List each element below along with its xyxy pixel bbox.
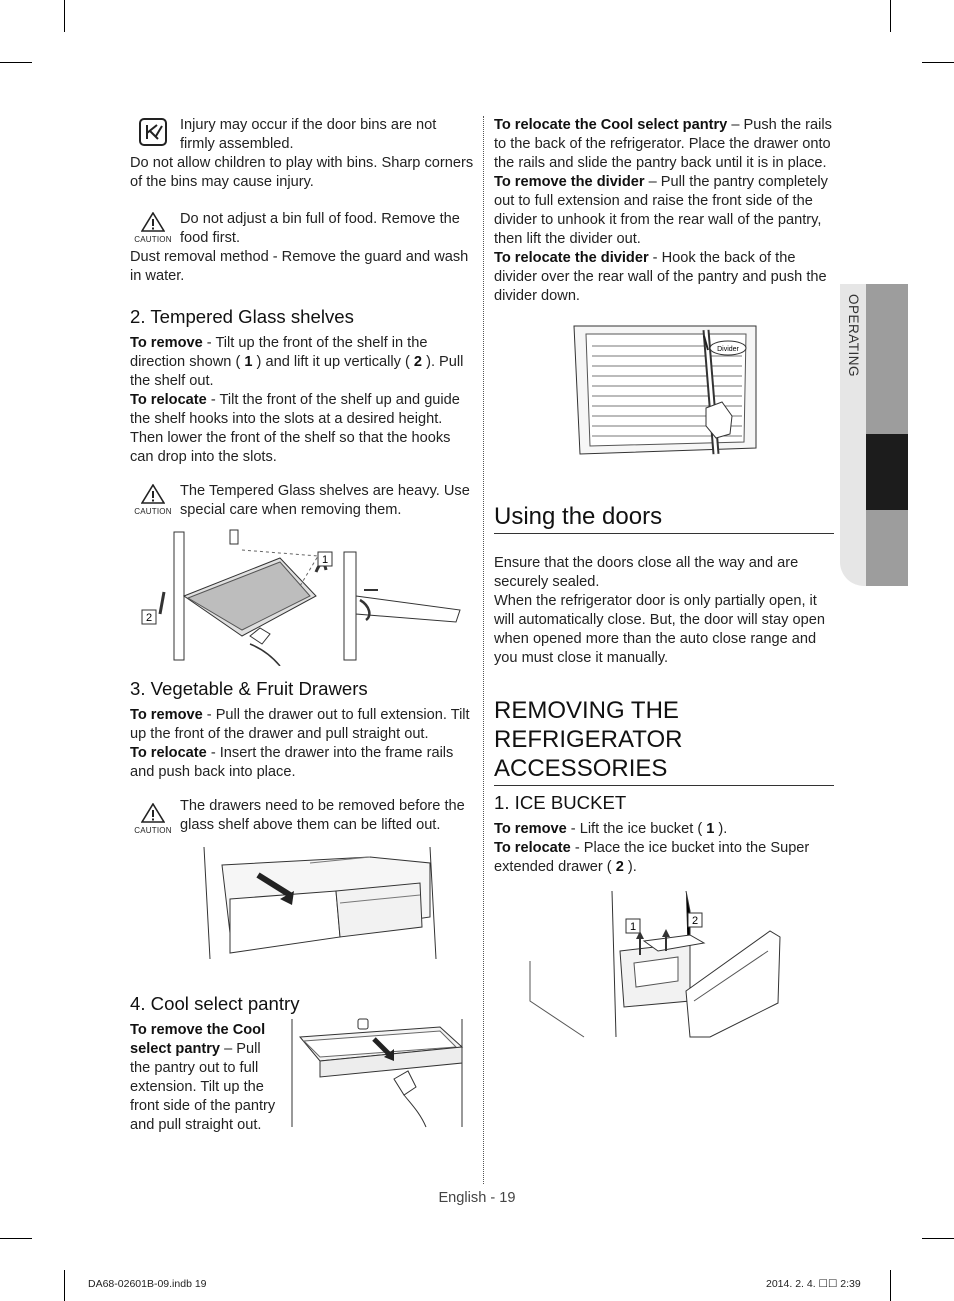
print-date: 2014. 2. 4. ☐☐ 2:39 (766, 1278, 861, 1290)
callout-1: 1 (321, 554, 329, 566)
file-info: DA68-02601B-09.indb 19 (88, 1278, 207, 1290)
heading-rule (494, 533, 834, 534)
side-tab-label: OPERATING (846, 294, 861, 378)
doors-heading: Using the doors (494, 503, 663, 530)
callout-2: 2 (691, 915, 699, 927)
doors-p2: When the refrigerator door is only partially open, it will automatically close. But, the door will stay open when opened more than the auto close range and you must close it manually. (494, 593, 825, 666)
pantry-remove: To remove the Cool select pantry – Pull the pantry out to full extension. Tilt up the front side of the pantry and pull straight out. (130, 1022, 276, 1133)
pantry-heading: 4. Cool select pantry (130, 993, 300, 1014)
relocate-pantry: To relocate the Cool select pantry – Push the rails to the back of the refrigerator. Place the drawer onto the rails and slide the pantry back until it is in place. (494, 117, 832, 171)
caution-label: CAUTION (134, 235, 172, 244)
caution-block (130, 210, 474, 248)
glass-shelf-illustration (130, 526, 474, 666)
caution-icon: CAUTION (130, 803, 176, 835)
glass-caution (130, 482, 474, 520)
ice-relocate: To relocate - Place the ice bucket into the Super extended drawer ( 2 ). (494, 840, 810, 875)
callout-2: 2 (145, 612, 153, 624)
drawers-relocate: To relocate - Insert the drawer into the frame rails and push back into place. (130, 745, 454, 780)
drawer-illustration (130, 843, 474, 961)
right-column (494, 116, 834, 1041)
left-column (130, 116, 474, 1147)
glass-relocate: To relocate - Tilt the front of the shelf up and guide the shelf hooks into the slots at a desired height. Then lower the front of the shelf so that the hooks can drop into the slots. (130, 392, 460, 465)
glass-heading: 2. Tempered Glass shelves (130, 306, 354, 327)
pantry-divider-illustration (494, 322, 834, 464)
glass-remove: To remove - Tilt up the front of the shelf in the direction shown ( 1 ) and lift it up vertically ( 2 ). Pull the shelf out. (130, 335, 464, 389)
doors-p1: Ensure that the doors close all the way and are securely sealed. (494, 555, 799, 590)
remove-divider: To remove the divider – Pull the pantry completely out to full extension and raise the front side of the divider to unhook it from the rear wall of the pantry, then lift the divider out. (494, 174, 828, 247)
drawers-caution-text: The drawers need to be removed before the glass shelf above them can be lifted out. (180, 798, 465, 833)
relocate-divider: To relocate the divider - Hook the back of the divider over the rear wall of the pantry and push the divider down. (494, 250, 827, 304)
note-icon (130, 118, 176, 151)
page-number: English - 19 (438, 1190, 516, 1206)
glass-caution-text: The Tempered Glass shelves are heavy. Use special care when removing them. (180, 483, 470, 518)
drawers-remove: To remove - Pull the drawer out to full extension. Tilt up the front of the drawer and pull straight out. (130, 707, 470, 742)
drawers-heading: 3. Vegetable & Fruit Drawers (130, 678, 368, 699)
ice-remove: To remove - Lift the ice bucket ( 1 ). (494, 821, 728, 837)
pantry-illustration (290, 1017, 466, 1129)
ice-bucket-illustration (494, 891, 834, 1041)
heading-rule (494, 785, 834, 786)
caution-icon (130, 212, 176, 244)
drawers-caution (130, 797, 474, 835)
caution-icon: CAUTION (130, 484, 176, 516)
note-text-2: Do not allow children to play with bins. Sharp corners of the bins may cause injury. (130, 155, 474, 190)
caution-text-2: Dust removal method - Remove the guard and wash in water. (130, 249, 469, 284)
column-divider (483, 116, 484, 1184)
note-text: Injury may occur if the door bins are not firmly assembled. (180, 117, 437, 152)
caution-text: Do not adjust a bin full of food. Remove the food first. (180, 211, 460, 246)
accessories-heading: REMOVING THE REFRIGERATOR ACCESSORIES (494, 697, 683, 782)
note-block (130, 116, 474, 154)
divider-callout: Divider (717, 346, 739, 353)
ice-bucket-heading: 1. ICE BUCKET (494, 792, 627, 813)
pantry-block (130, 1021, 474, 1147)
callout-1: 1 (629, 921, 637, 933)
side-tab-marker (866, 434, 908, 510)
